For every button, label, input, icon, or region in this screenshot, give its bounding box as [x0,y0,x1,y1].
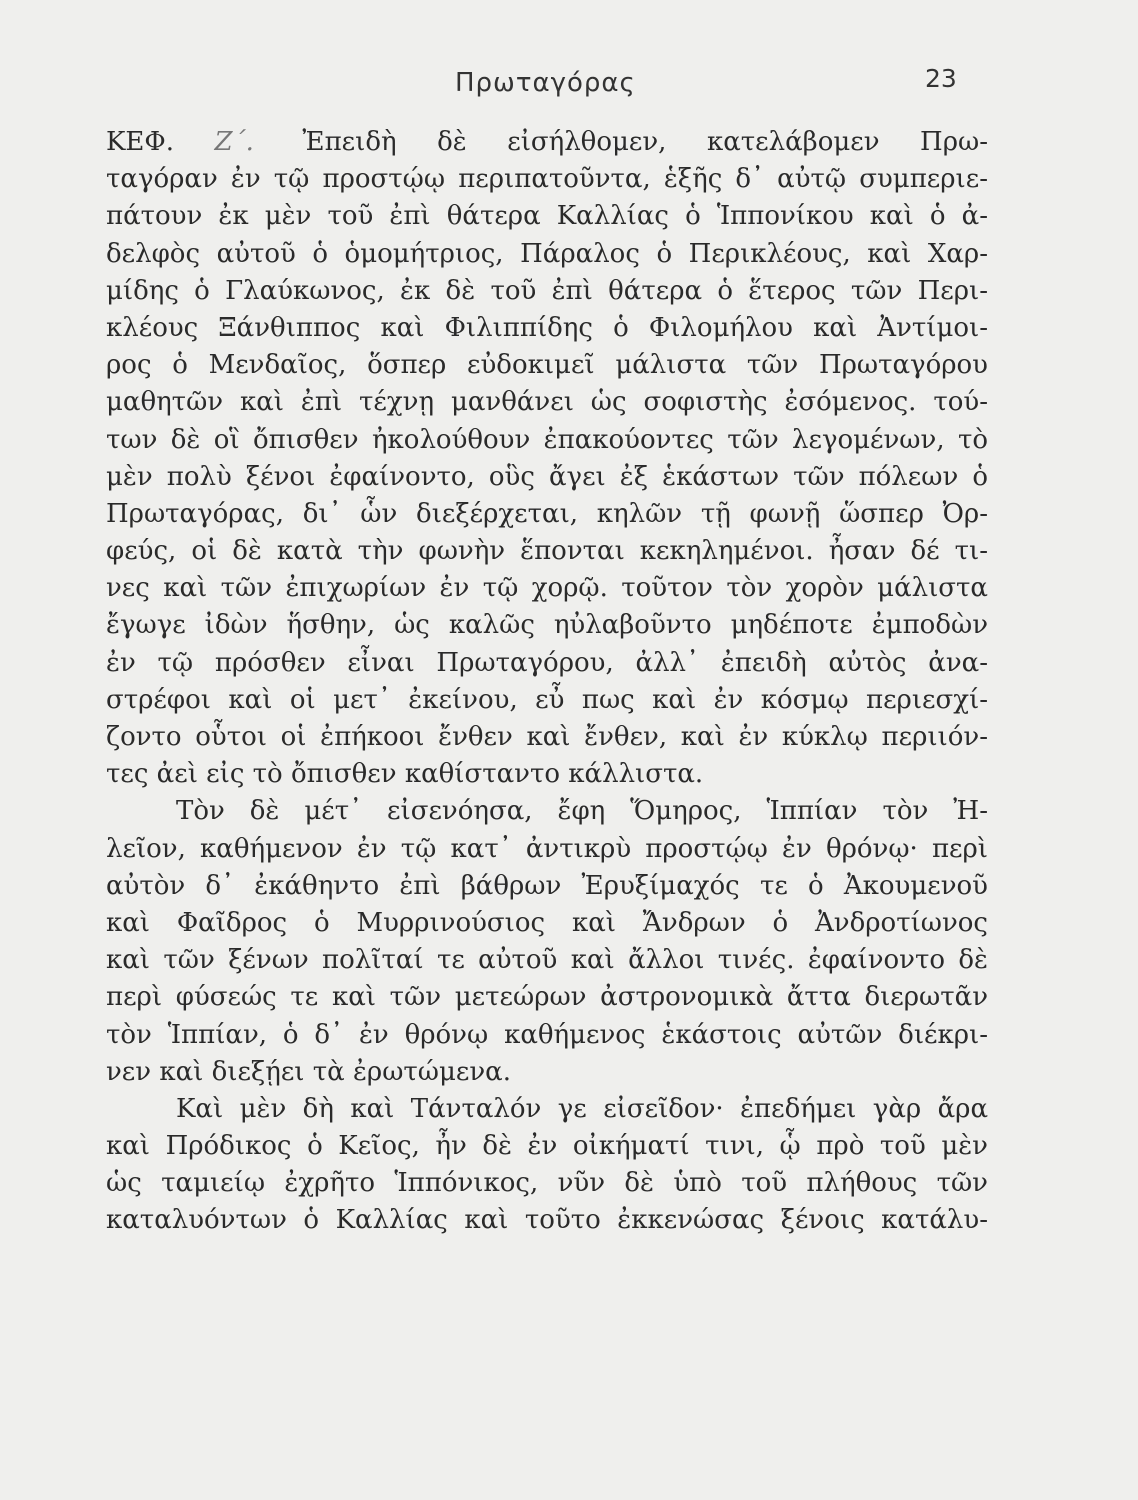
text-line-content: Ἐπειδὴ δὲ εἰσήλθομεν, κατελάβομεν Πρω- [302,127,988,157]
text-line: ἐν τῷ πρόσθεν εἶναι Πρωταγόρου, ἀλλ᾽ ἐπειδὴ αὐτὸς ἀνα- [106,647,988,678]
body-text [106,124,988,1240]
text-line: ταγόραν ἐν τῷ προστῴῳ περιπατοῦντα, ἑξῆς δ᾽ αὐτῷ συμπεριε- [106,164,988,195]
running-head [0,62,1138,102]
text-line: λεῖον, καθήμενον ἐν τῷ κατ᾽ ἀντικρὺ προστῴῳ ἐν θρόνῳ· περὶ [106,833,988,864]
text-line: στρέφοι καὶ οἱ μετ᾽ ἐκείνου, εὖ πως καὶ ἐν κόσμῳ περιεσχί- [106,684,988,715]
text-line: ἔγωγε ἰδὼν ἥσθην, ὡς καλῶς ηὐλαβοῦντο μηδέποτε ἐμποδὼν [106,610,988,641]
text-line: καὶ Φαῖδρος ὁ Μυρρινούσιος καὶ Ἄνδρων ὁ Ἀνδροτίωνος [106,907,988,938]
text-line: μὲν πολὺ ξένοι ἐφαίνοντο, οὓς ἄγει ἐξ ἑκάστων τῶν πόλεων ὁ [106,461,988,492]
text-line: νεν καὶ διεξῄει τὰ ἐρωτώμενα. [106,1056,511,1087]
text-line: αὐτὸν δ᾽ ἐκάθηντο ἐπὶ βάθρων Ἐρυξίμαχός τε ὁ Ἀκουμενοῦ [106,870,988,901]
chapter-label: ΚΕΦ. [106,127,174,157]
text-line: τες ἀεὶ εἰς τὸ ὄπισθεν καθίσταντο κάλλιστα. [106,759,704,790]
text-line: νες καὶ τῶν ἐπιχωρίων ἐν τῷ χορῷ. τοῦτον τὸν χορὸν μάλιστα [106,573,988,604]
page-number: 23 [925,64,957,93]
text-line: κλέους Ξάνθιππος καὶ Φιλιππίδης ὁ Φιλομήλου καὶ Ἀντίμοι- [106,312,988,343]
text-line: τὸν Ἱππίαν, ὁ δ᾽ ἐν θρόνῳ καθήμενος ἑκάστοις αὐτῶν διέκρι- [106,1019,988,1050]
text-line: περὶ φύσεώς τε καὶ τῶν μετεώρων ἀστρονομικὰ ἄττα διερωτᾶν [106,982,988,1013]
header-title: Πρωταγόρας [455,68,636,98]
text-line: των δὲ οἳ ὄπισθεν ἠκολούθουν ἐπακούοντες τῶν λεγομένων, τὸ [106,424,988,455]
text-line [106,124,988,161]
chapter-number: Ζ΄. [214,127,254,157]
text-line: δελφὸς αὐτοῦ ὁ ὁμομήτριος, Πάραλος ὁ Περικλέους, καὶ Χαρ- [106,238,988,269]
text-line: Πρωταγόρας, δι᾽ ὧν διεξέρχεται, κηλῶν τῇ φωνῇ ὥσπερ Ὀρ- [106,498,988,529]
text-line: καὶ Πρόδικος ὁ Κεῖος, ἦν δὲ ἐν οἰκήματί τινι, ᾧ πρὸ τοῦ μὲν [106,1131,988,1162]
chapter-heading [106,127,254,157]
text-line: Τὸν δὲ μέτ᾽ εἰσενόησα, ἔφη Ὅμηρος, Ἱππίαν τὸν Ἠ- [176,796,988,827]
text-line: καταλυόντων ὁ Καλλίας καὶ τοῦτο ἐκκενώσας ξένοις κατάλυ- [106,1205,988,1236]
text-line: καὶ τῶν ξένων πολῖταί τε αὐτοῦ καὶ ἄλλοι τινές. ἐφαίνοντο δὲ [106,945,988,976]
text-line: ὡς ταμιείῳ ἐχρῆτο Ἱππόνικος, νῦν δὲ ὑπὸ τοῦ πλήθους τῶν [106,1168,988,1199]
text-line: μαθητῶν καὶ ἐπὶ τέχνῃ μανθάνει ὡς σοφιστὴς ἐσόμενος. τού- [106,387,988,418]
text-line: πάτουν ἐκ μὲν τοῦ ἐπὶ θάτερα Καλλίας ὁ Ἱππονίκου καὶ ὁ ἀ- [106,201,988,232]
text-line: φεύς, οἱ δὲ κατὰ τὴν φωνὴν ἕπονται κεκηλημένοι. ἦσαν δέ τι- [106,536,988,567]
text-line: Καὶ μὲν δὴ καὶ Τάνταλόν γε εἰσεῖδον· ἐπεδήμει γὰρ ἄρα [176,1093,988,1124]
text-line: μίδης ὁ Γλαύκωνος, ἐκ δὲ τοῦ ἐπὶ θάτερα ὁ ἕτερος τῶν Περι- [106,275,988,306]
text-line: ζοντο οὗτοι οἱ ἐπήκοοι ἔνθεν καὶ ἔνθεν, καὶ ἐν κύκλῳ περιιόν- [106,722,988,752]
text-line: ρος ὁ Μενδαῖος, ὅσπερ εὐδοκιμεῖ μάλιστα τῶν Πρωταγόρου [106,350,988,381]
